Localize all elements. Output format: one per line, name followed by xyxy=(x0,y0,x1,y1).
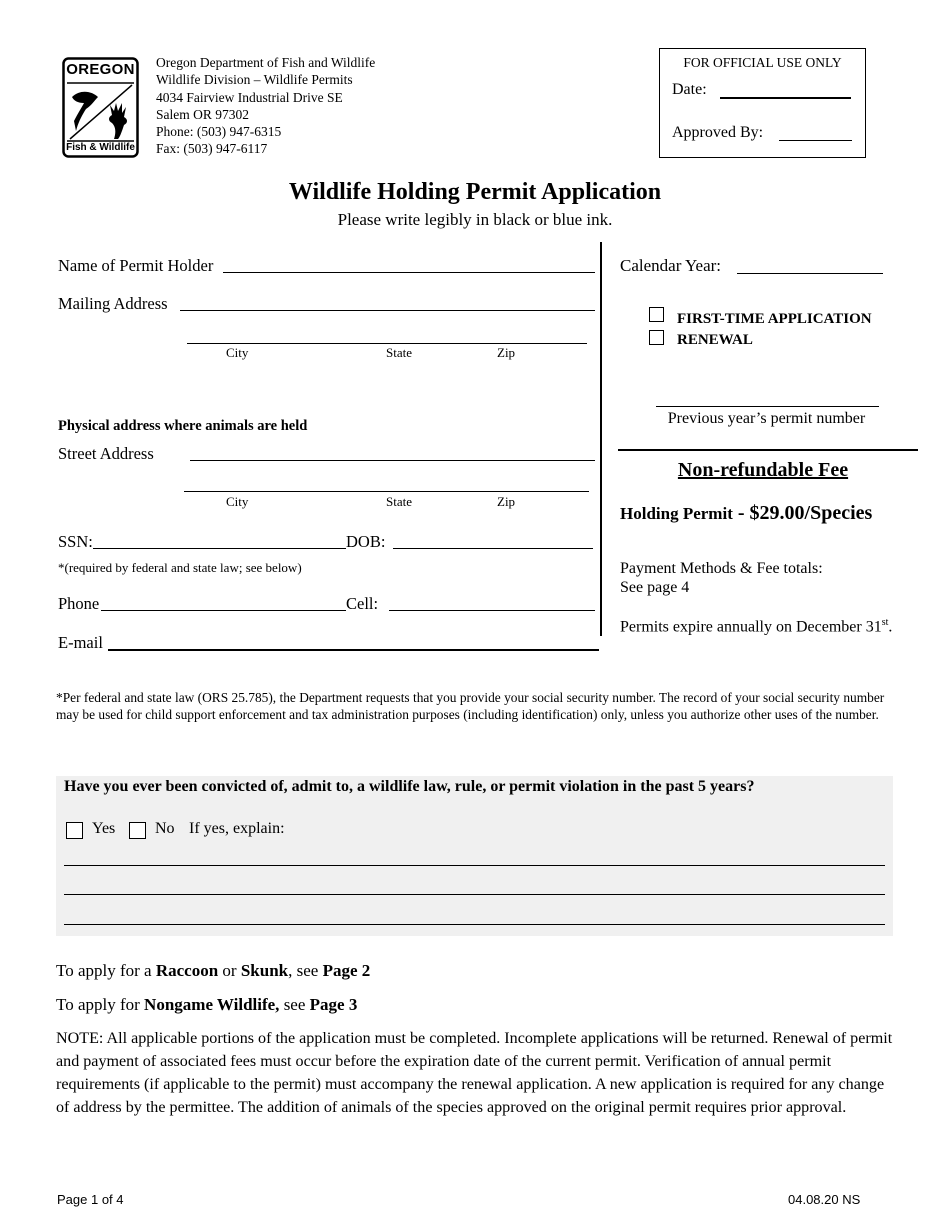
apply-nongame xyxy=(56,995,357,1015)
fee-heading: Non-refundable Fee xyxy=(677,459,849,481)
calendar-year-label: Calendar Year: xyxy=(620,256,722,275)
apply-raccoon-page: Page 2 xyxy=(322,961,371,980)
cell-label: Cell: xyxy=(346,594,379,613)
phone-label: Phone xyxy=(58,594,100,613)
agency-line: Phone: (503) 947-6315 xyxy=(156,124,282,140)
apply-nongame-pre: To apply for xyxy=(56,995,145,1014)
mailing-city-caption: City xyxy=(226,345,249,360)
agency-line: Wildlife Division – Wildlife Permits xyxy=(156,72,353,88)
ssn-input[interactable] xyxy=(93,548,346,549)
apply-nongame-word: Nongame Wildlife, xyxy=(144,995,280,1014)
physical-city-state-zip-input[interactable] xyxy=(184,491,589,492)
permit-holder-input[interactable] xyxy=(223,272,595,273)
agency-line: 4034 Fairview Industrial Drive SE xyxy=(156,89,343,105)
conviction-yes-label: Yes xyxy=(92,820,116,837)
official-approved-field[interactable] xyxy=(779,140,852,141)
agency-line: Fax: (503) 947-6117 xyxy=(156,141,268,157)
cell-input[interactable] xyxy=(389,610,595,611)
apply-skunk-word: Skunk xyxy=(240,961,289,980)
dob-label: DOB: xyxy=(346,532,386,551)
physical-zip-caption: Zip xyxy=(497,494,516,509)
email-label: E-mail xyxy=(58,633,103,652)
column-divider xyxy=(600,242,602,636)
ssn-notice: *Per federal and state law (ORS 25.785), the Department requests that you provide your social security number. The record of your social security number may be used for child support enforcement and tax administration purposes (including identification) only, unless you authorize other uses of the number. xyxy=(56,690,885,723)
official-date-field[interactable] xyxy=(720,97,851,99)
dob-input[interactable] xyxy=(393,548,593,549)
mailing-city-state-zip-input[interactable] xyxy=(187,343,587,344)
agency-address xyxy=(156,54,375,158)
mailing-address-label: Mailing Address xyxy=(58,294,168,313)
payment-methods-line2: See page 4 xyxy=(620,579,690,596)
permit-expiry-note xyxy=(620,617,892,636)
apply-raccoon-see: , see xyxy=(288,961,323,980)
fee-divider xyxy=(618,449,918,451)
ssn-label: SSN: xyxy=(58,532,93,551)
expiry-end: . xyxy=(888,618,893,636)
apply-nongame-see: see xyxy=(279,995,310,1014)
payment-methods-line1: Payment Methods & Fee totals: xyxy=(620,560,823,577)
agency-line: Salem OR 97302 xyxy=(156,106,249,122)
conviction-question: Have you ever been convicted of, admit to, a wildlife law, rule, or permit violation in the past 5 years? xyxy=(64,778,755,795)
expiry-text: Permits expire annually on December 31 xyxy=(620,618,882,636)
conviction-no-label: No xyxy=(155,820,175,837)
first-time-checkbox[interactable] xyxy=(649,307,664,322)
apply-raccoon-skunk xyxy=(56,961,370,981)
footer-page-number: Page 1 of 4 xyxy=(57,1192,124,1207)
conviction-explain-label: If yes, explain: xyxy=(189,820,285,837)
mailing-address-input[interactable] xyxy=(180,310,595,311)
renewal-checkbox[interactable] xyxy=(649,330,664,345)
official-date-label: Date: xyxy=(672,81,707,98)
agency-line: Oregon Department of Fish and Wildlife xyxy=(156,55,376,70)
footer-form-code: 04.08.20 NS xyxy=(788,1192,861,1207)
calendar-year-input[interactable] xyxy=(737,273,883,274)
physical-address-heading: Physical address where animals are held xyxy=(58,418,308,434)
physical-city-caption: City xyxy=(226,494,249,509)
official-approved-label: Approved By: xyxy=(672,124,764,141)
apply-raccoon-pre: To apply for a xyxy=(56,961,156,980)
expiry-sup: st xyxy=(881,617,889,628)
official-use-box xyxy=(659,48,866,158)
apply-raccoon-word: Raccoon xyxy=(155,961,219,980)
renewal-label: RENEWAL xyxy=(677,332,753,348)
page-subtitle: Please write legibly in black or blue ink. xyxy=(337,210,613,229)
conviction-no-checkbox[interactable] xyxy=(129,822,146,839)
previous-permit-caption: Previous year’s permit number xyxy=(667,410,866,427)
explain-line[interactable] xyxy=(64,924,885,925)
permit-holder-label: Name of Permit Holder xyxy=(58,256,214,275)
holding-permit-price: - $29.00/Species xyxy=(732,502,873,524)
page-title: Wildlife Holding Permit Application xyxy=(288,179,662,205)
previous-permit-input[interactable] xyxy=(656,406,879,407)
explain-line[interactable] xyxy=(64,894,885,895)
conviction-section xyxy=(56,776,893,936)
mailing-zip-caption: Zip xyxy=(497,345,516,360)
phone-input[interactable] xyxy=(101,610,346,611)
mailing-state-caption: State xyxy=(386,345,412,360)
street-address-label: Street Address xyxy=(58,444,154,463)
logo-bottom-text: Fish & Wildlife xyxy=(66,142,135,153)
apply-nongame-page: Page 3 xyxy=(309,995,358,1014)
odfw-logo xyxy=(62,57,139,158)
holding-permit-label: Holding Permit xyxy=(620,504,733,523)
apply-raccoon-or: or xyxy=(218,961,241,980)
email-input[interactable] xyxy=(108,649,599,651)
physical-state-caption: State xyxy=(386,494,412,509)
ssn-note: *(required by federal and state law; see below) xyxy=(58,560,302,575)
official-use-title: FOR OFFICIAL USE ONLY xyxy=(683,55,842,70)
explain-line[interactable] xyxy=(64,865,885,866)
holding-permit-fee xyxy=(620,502,872,525)
conviction-yes-checkbox[interactable] xyxy=(66,822,83,839)
street-address-input[interactable] xyxy=(190,460,595,461)
logo-top-text: OREGON xyxy=(66,61,135,78)
first-time-label: FIRST-TIME APPLICATION xyxy=(677,311,872,327)
note-paragraph: NOTE: All applicable portions of the application must be completed. Incomplete applications will be returned. Renewal of permit and payment of associated fees must occur before the expiration date of the current permit. Verification of annual permit requirements (if applicable to the permit) must accompany the renewal application. A new application is required for any change of address by the permittee. The addition of animals of the species approved on the original permit requires prior approval. xyxy=(56,1030,893,1116)
